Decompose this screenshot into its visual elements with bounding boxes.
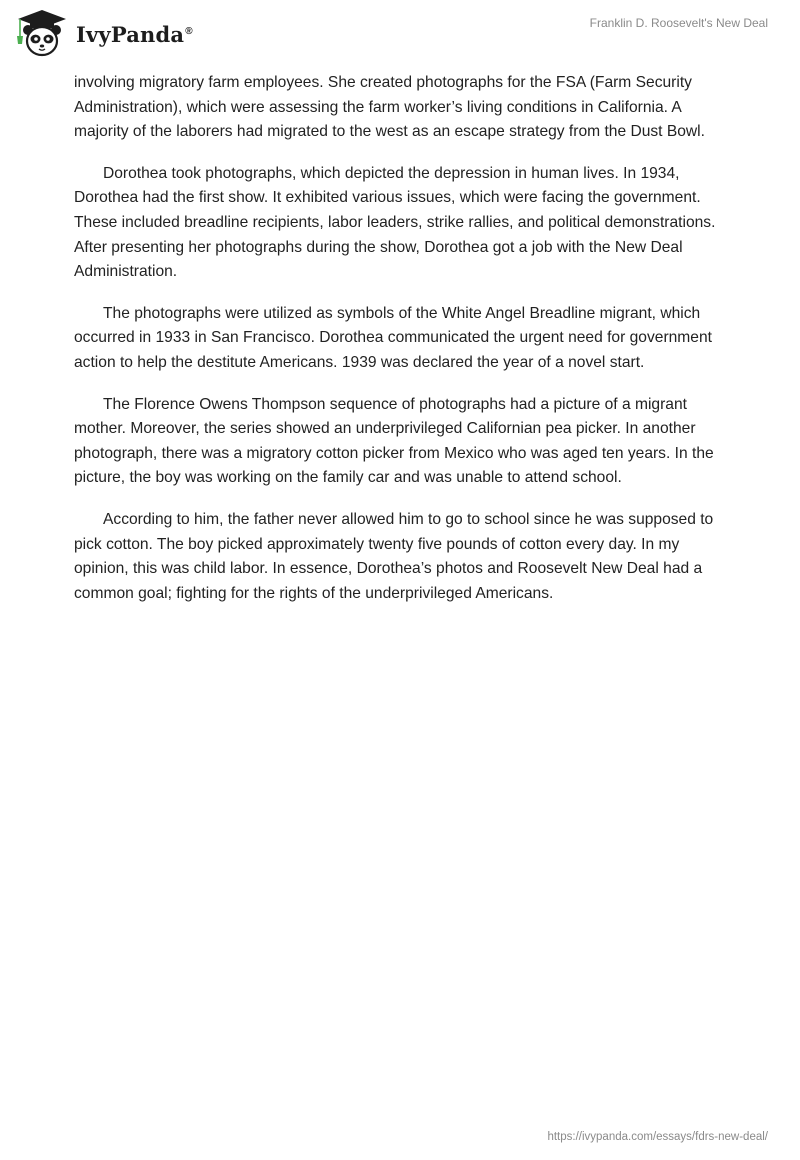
paragraph-continuation: involving migratory farm employees. She created photographs for the FSA (Farm Security Administration), which were assessing the farm worker’s living conditions in California. A majority of the laborers had migrated to the west as an escape strategy from the Dust Bowl. [74,74,705,141]
paragraph: The photographs were utilized as symbols of the White Angel Breadline migrant, which occurred in 1933 in San Francisco. Dorothea communicated the urgent need for government action to help the destitute Americans. 1939 was declared the year of a novel start. [74,304,712,371]
logo-wordmark [76,22,193,47]
paragraph: The Florence Owens Thompson sequence of photographs had a picture of a migrant mother. Moreover, the series showed an underprivileged Californian pea picker. In another photograph, there was a migratory cotton picker from Mexico who was aged ten years. In the picture, the boy was working on the family car and was unable to attend school. [74,395,714,487]
page-header [0,0,800,70]
source-url-link[interactable]: https://ivypanda.com/essays/fdrs-new-deal/ [547,1131,768,1143]
registered-mark: ® [185,25,193,37]
document-title: Franklin D. Roosevelt's New Deal [589,16,768,30]
paragraph: Dorothea took photographs, which depicted the depression in human lives. In 1934, Dorothea had the first show. It exhibited various issues, which were facing the government. These included breadline recipients, labor leaders, strike rallies, and political demonstrations. After presenting her photographs during the show, Dorothea got a job with the New Deal Administration. [74,164,716,281]
paragraph: According to him, the father never allowed him to go to school since he was supposed to pick cotton. The boy picked approximately twenty five pounds of cotton every day. In my opinion, this was child labor. In essence, Dorothea’s photos and Roosevelt New Deal had a common goal; fighting for the rights of the underprivileged Americans. [74,510,714,602]
logo-text: IvyPanda [76,21,185,47]
ivypanda-logo[interactable] [14,8,193,58]
essay-body [74,71,730,623]
panda-graduate-icon [14,8,70,58]
